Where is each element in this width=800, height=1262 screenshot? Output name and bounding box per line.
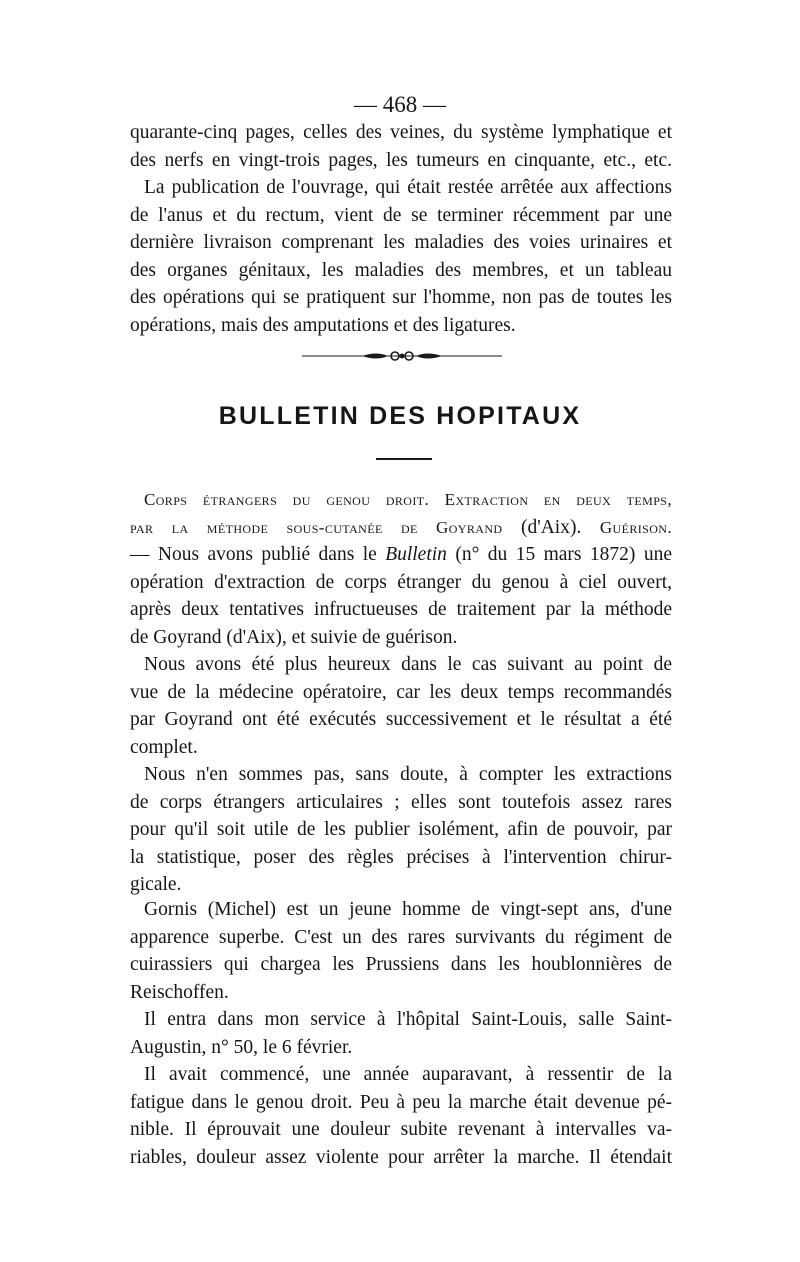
text-line: par Goyrand ont été exécutés successivement et le résultat a été <box>130 709 672 730</box>
text-line: La publication de l'ouvrage, qui était restée arrêtée aux affections <box>144 177 672 198</box>
text-line: des opérations qui se pratiquent sur l'homme, non pas de toutes les <box>130 287 672 308</box>
text-run: (n° du 15 mars 1872) une <box>446 544 672 565</box>
section-title: BULLETIN DES HOPITAUX <box>218 402 582 430</box>
text-line: complet. <box>130 736 198 758</box>
text-line: quarante-cinq pages, celles des veines, du système lymphatique et <box>130 122 672 143</box>
text-line: des organes génitaux, les maladies des membres, et un tableau <box>130 259 672 281</box>
text-line: de Goyrand (d'Aix), et suivie de guérison. <box>130 626 458 648</box>
text-line: riables, douleur assez violente pour arrêter la marche. Il étendait <box>130 1146 672 1168</box>
text-line: Il entra dans mon service à l'hôpital Saint-Louis, salle Saint- <box>144 1009 672 1030</box>
text-line: Reischoffen. <box>130 981 229 1003</box>
text-line: des nerfs en vingt-trois pages, les tumeurs en cinquante, etc., etc. <box>130 149 672 171</box>
intro-paragraph <box>130 119 672 339</box>
text-line: gicale. <box>130 874 182 895</box>
text-line: Gornis (Michel) est un jeune homme de vingt-sept ans, d'une <box>144 899 672 920</box>
text-line: pour qu'il soit utile de les publier isolément, afin de pouvoir, par <box>130 819 672 840</box>
text-line: cuirassiers qui chargea les Prussiens dans les houblonnières de <box>130 954 672 975</box>
text-line: opération d'extraction de corps étranger du genou à ciel ouvert, <box>130 571 672 593</box>
article <box>130 486 672 899</box>
article-heading-line <box>130 514 672 542</box>
text-line <box>130 541 672 569</box>
ornament-divider-icon <box>302 349 502 363</box>
text-line: après deux tentatives infructueuses de traitement par la méthode <box>130 599 672 620</box>
text-line: Nous n'en sommes pas, sans doute, à compter les extractions <box>144 764 672 785</box>
text-line: dernière livraison comprenant les maladies des voies urinaires et <box>130 232 672 253</box>
text-line: de corps étrangers articulaires ; elles sont toutefois assez rares <box>130 791 672 813</box>
text-line: Il avait commencé, une année auparavant, à ressentir de la <box>144 1064 672 1085</box>
text-line: la statistique, poser des règles précises à l'intervention chirur- <box>130 846 672 868</box>
text-line: apparence superbe. C'est un des rares survivants du régiment de <box>130 926 672 948</box>
heading-method: par la méthode sous-cutanée de Goyrand <box>130 517 503 537</box>
text-line: Nous avons été plus heureux dans le cas suivant au point de <box>144 654 672 675</box>
bulletin-citation: Bulletin <box>385 544 447 565</box>
page-number: — 468 — <box>354 92 446 117</box>
article-heading-line: Corps étrangers du genou droit. Extraction en deux temps, <box>144 490 672 509</box>
title-rule <box>376 458 432 460</box>
text-line: fatigue dans le genou droit. Peu à peu la marche était devenue pé- <box>130 1091 672 1113</box>
heading-outcome: Guérison. <box>599 517 672 537</box>
text-line: de l'anus et du rectum, vient de se terminer récemment par une <box>130 204 672 226</box>
text-line: Augustin, n° 50, le 6 février. <box>130 1036 353 1058</box>
text-run: — Nous avons publié dans le <box>130 544 386 565</box>
text-line: opérations, mais des amputations et des ligatures. <box>130 314 516 336</box>
case-report <box>130 896 672 1171</box>
heading-place: (d'Aix). <box>502 516 600 538</box>
text-line: nible. Il éprouvait une douleur subite revenant à intervalles va- <box>130 1119 672 1140</box>
text-line: vue de la médecine opératoire, car les deux temps recommandés <box>130 681 672 703</box>
